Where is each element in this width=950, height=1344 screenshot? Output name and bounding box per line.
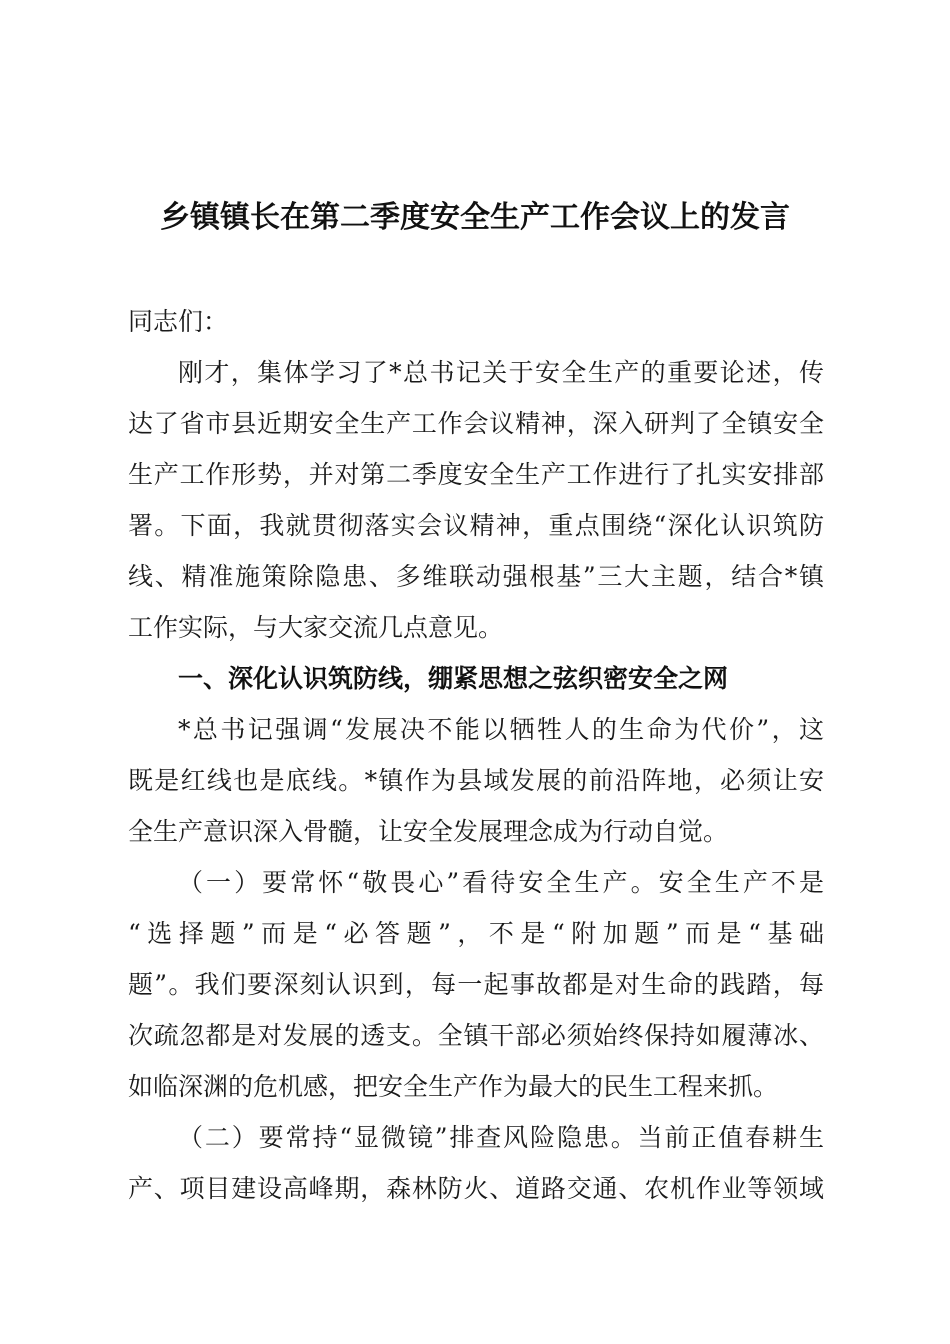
- paragraph-2-line-2: 既是红线也是底线。*镇作为县域发展的前沿阵地，必须让安: [128, 766, 824, 795]
- paragraph-3-line-3: 题”。我们要深刻认识到，每一起事故都是对生命的践踏，每: [128, 970, 824, 999]
- paragraph-1-line-5: 线、精准施策除隐患、多维联动强根基”三大主题，结合*镇: [128, 562, 824, 591]
- paragraph-1-line-3: 生产工作形势，并对第二季度安全生产工作进行了扎实安排部: [128, 460, 824, 489]
- section-heading-1: 一、深化认识筑防线，绷紧思想之弦织密安全之网: [178, 664, 729, 693]
- paragraph-1-line-6: 工作实际，与大家交流几点意见。: [128, 613, 504, 642]
- paragraph-2-line-3: 全生产意识深入骨髓，让安全发展理念成为行动自觉。: [128, 817, 729, 846]
- document-body: [128, 296, 824, 1214]
- paragraph-2-line-1: *总书记强调“发展决不能以牺牲人的生命为代价”，这: [178, 715, 824, 744]
- paragraph-1-line-1: 刚才，集体学习了*总书记关于安全生产的重要论述，传: [178, 358, 824, 387]
- salutation: 同志们：: [128, 307, 229, 336]
- paragraph-4-line-2: 产、项目建设高峰期，森林防火、道路交通、农机作业等领域: [128, 1174, 824, 1203]
- paragraph-1-line-4: 署。下面，我就贯彻落实会议精神，重点围绕“深化认识筑防: [128, 511, 824, 540]
- paragraph-4-line-1: （二）要常持“显微镜”排查风险隐患。当前正值春耕生: [178, 1123, 824, 1152]
- paragraph-3-line-4: 次疏忽都是对发展的透支。全镇干部必须始终保持如履薄冰、: [128, 1021, 824, 1050]
- document-title: 乡镇镇长在第二季度安全生产工作会议上的发言: [160, 200, 790, 235]
- paragraph-3-line-5: 如临深渊的危机感，把安全生产作为最大的民生工程来抓。: [128, 1072, 779, 1101]
- paragraph-3-line-2: “选择题”而是“必答题”，不是“附加题”而是“基础: [128, 919, 824, 948]
- paragraph-3-line-1: （一）要常怀“敬畏心”看待安全生产。安全生产不是: [178, 868, 824, 897]
- paragraph-1-line-2: 达了省市县近期安全生产工作会议精神，深入研判了全镇安全: [128, 409, 824, 438]
